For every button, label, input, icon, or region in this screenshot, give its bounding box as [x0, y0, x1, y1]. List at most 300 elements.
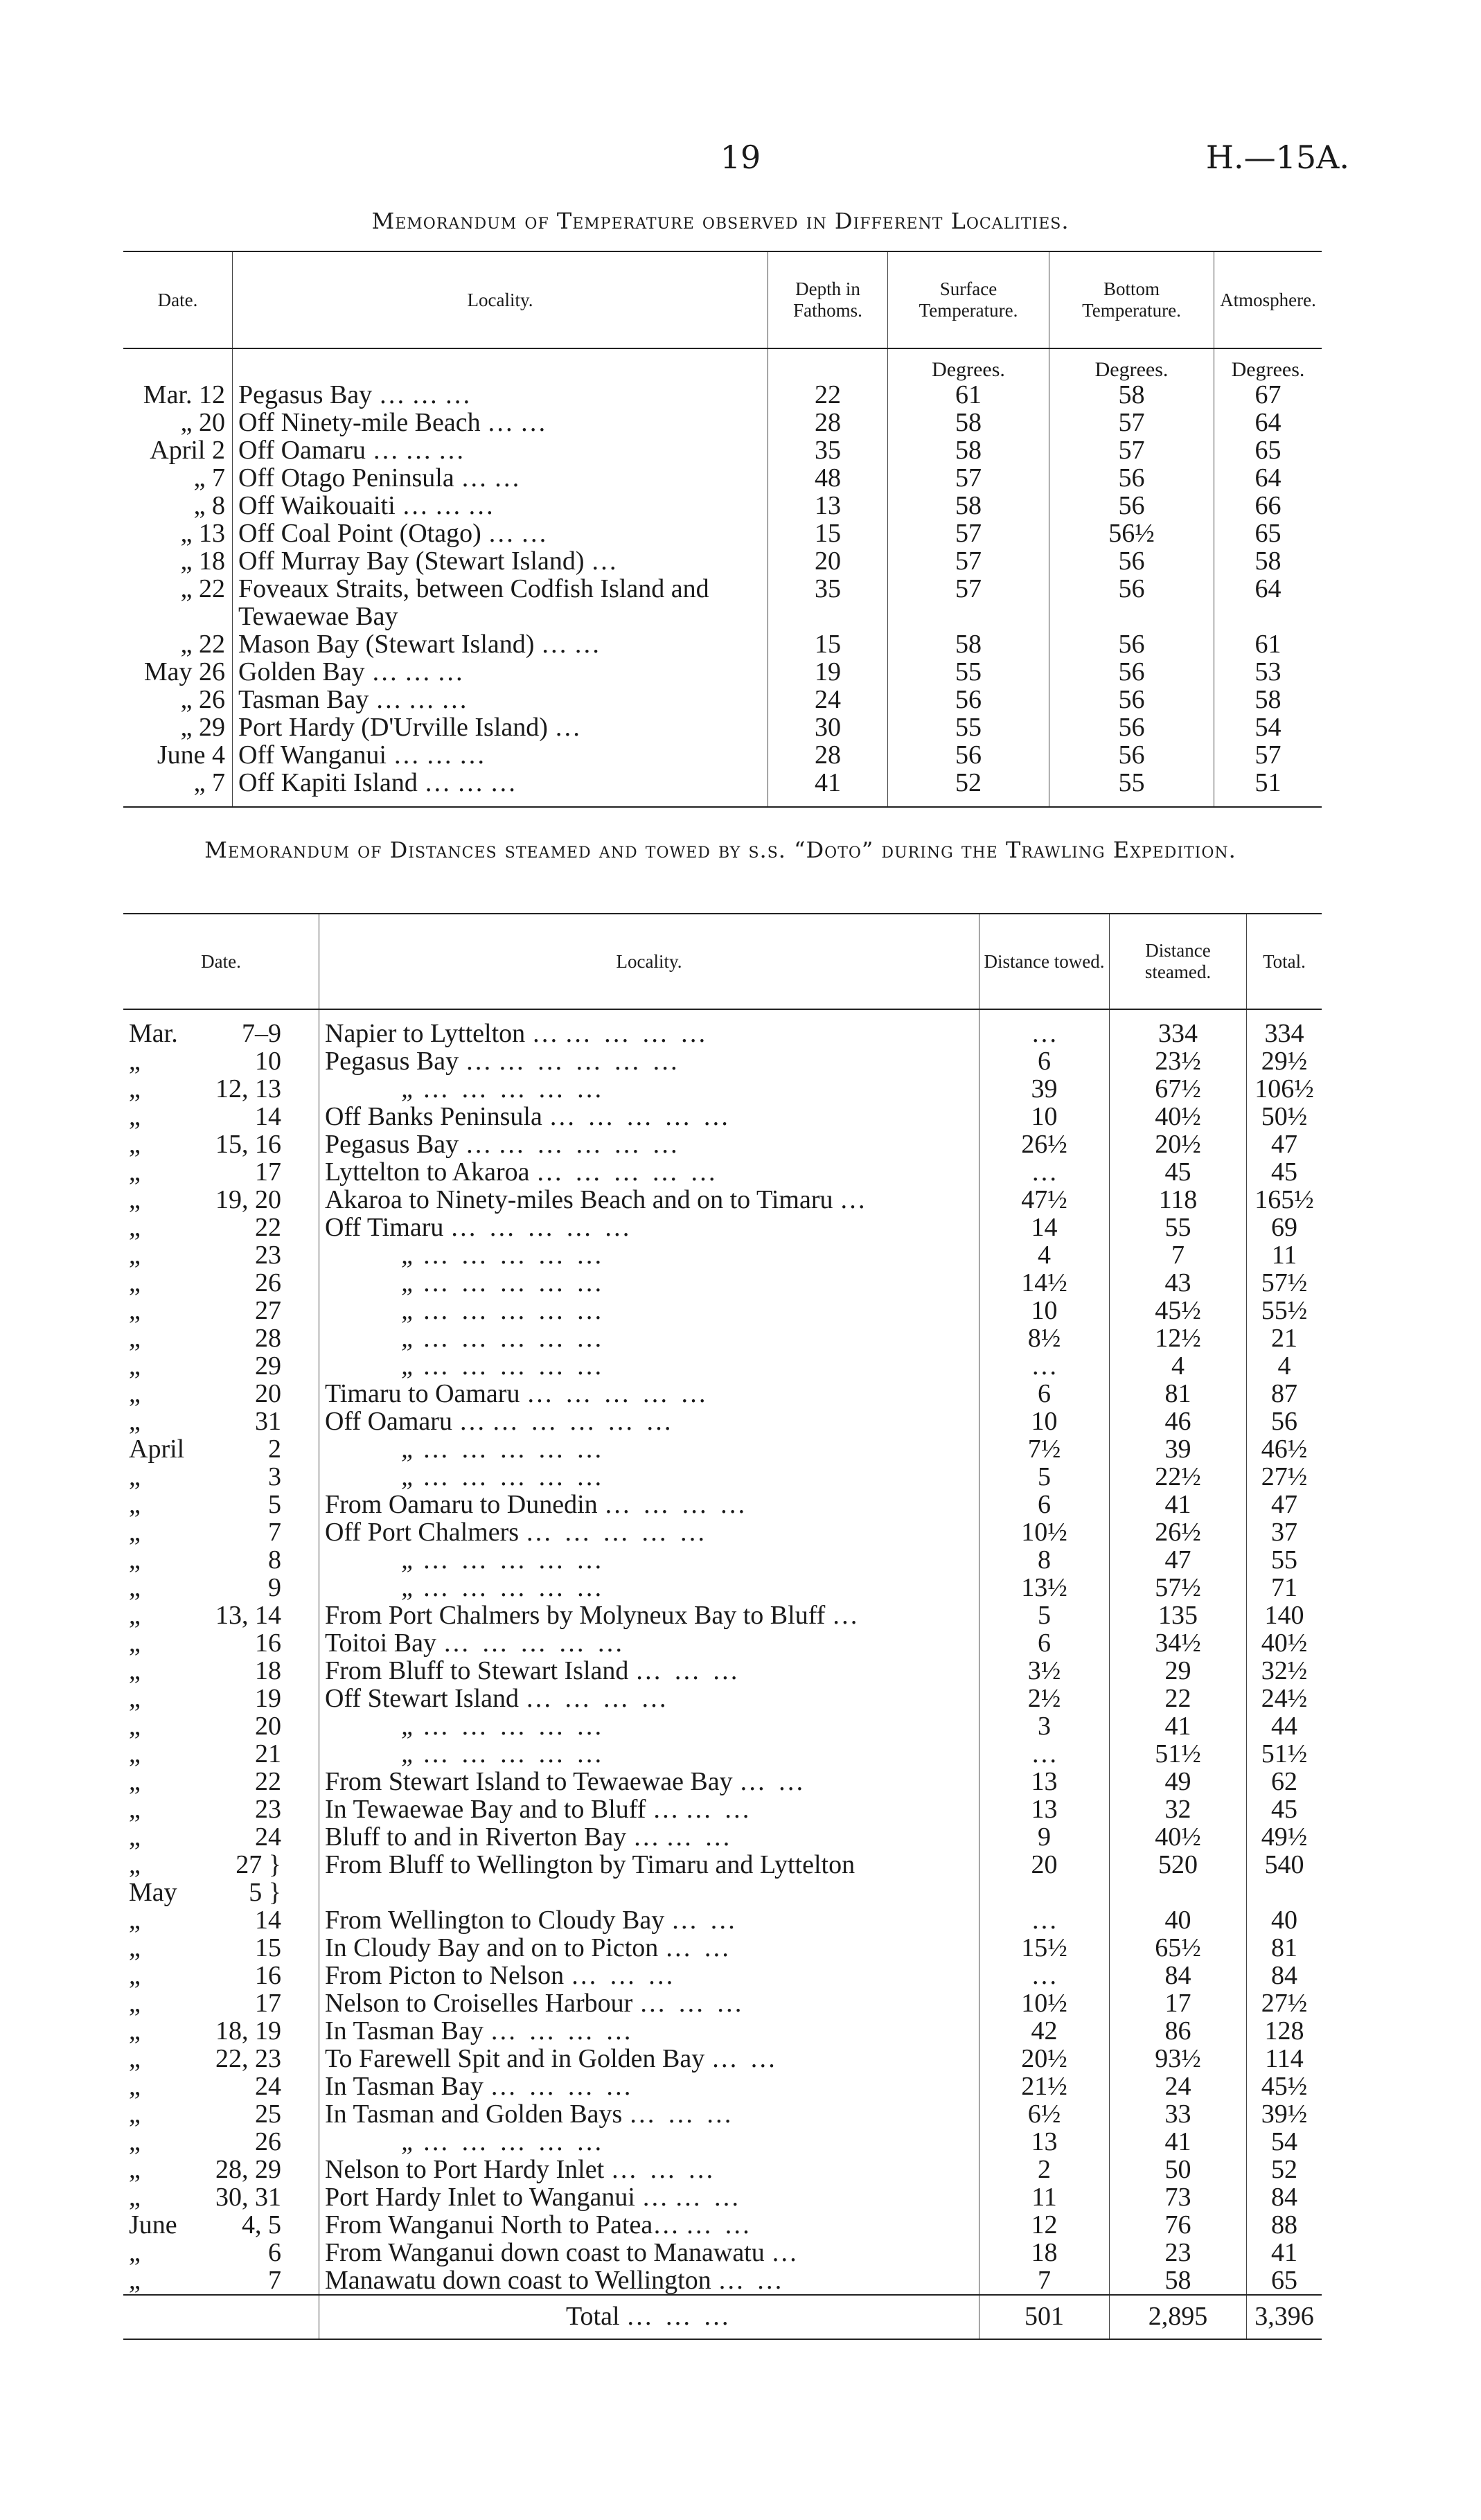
total-cell: 88 [1247, 2211, 1322, 2239]
total-cell: 65 [1247, 2266, 1322, 2295]
distance-steamed-cell: 22 [1110, 1685, 1247, 1712]
date-cell [123, 1435, 319, 1463]
atmosphere-cell: 66 [1214, 492, 1322, 520]
spacer-cell [1110, 1009, 1247, 1020]
depth-cell: 28 [768, 741, 888, 769]
distance-towed-cell: 20 [979, 1851, 1110, 1906]
date-cell: Mar. 12 [143, 380, 225, 409]
spacer-cell [979, 1009, 1110, 1020]
leader-dots: … … [711, 2044, 779, 2073]
date-day: 22 [255, 1213, 281, 1242]
date-cell [123, 1491, 319, 1518]
surface-temp-cell: 55 [888, 713, 1049, 741]
locality-text: Off Timaru [325, 1213, 444, 1242]
total-towed-cell: 501 [979, 2295, 1110, 2339]
total-cell: 50½ [1247, 1103, 1322, 1130]
date-month: „ [129, 2155, 141, 2184]
date-cell [123, 1989, 319, 2017]
spacer-row [123, 1009, 1322, 1020]
date-cell [123, 1851, 319, 1906]
distance-towed-cell: 14½ [979, 1269, 1110, 1297]
table-row [123, 2100, 1322, 2128]
leader-dots: … … … … … [443, 1629, 626, 1658]
total-cell: 140 [1247, 1601, 1322, 1629]
atmosphere-cell: 53 [1214, 658, 1322, 686]
date-cell [123, 1518, 319, 1546]
date-cell [123, 1297, 319, 1324]
distance-steamed-cell: 17 [1110, 1989, 1247, 2017]
leader-dots: … … … … … [526, 1379, 709, 1408]
date-cell [123, 2239, 319, 2266]
depth-cell: 28 [768, 409, 888, 436]
table-row [123, 2211, 1322, 2239]
unit-cell [123, 348, 233, 381]
distance-steamed-cell: 50 [1110, 2156, 1247, 2183]
atmosphere-cell: 61 [1214, 630, 1322, 658]
distance-steamed-cell: 45 [1110, 1158, 1247, 1186]
date-month: „ [129, 1130, 141, 1159]
depth-cell: 41 [768, 769, 888, 807]
table-row [123, 713, 1322, 741]
date-month: „ [129, 1213, 141, 1242]
total-cell: 39½ [1247, 2100, 1322, 2128]
distance-towed-cell: 5 [979, 1463, 1110, 1491]
locality-cell [319, 1851, 979, 1906]
table-row [123, 2128, 1322, 2156]
table-row [123, 1269, 1322, 1297]
locality-cell [319, 1047, 979, 1075]
locality-cell [319, 1740, 979, 1768]
locality-cell [319, 1186, 979, 1214]
col-bottom: Bottom Temperature. [1049, 251, 1214, 348]
col-depth: Depth in Fathoms. [768, 251, 888, 348]
locality-cell [319, 1130, 979, 1158]
total-cell: 540 [1247, 1851, 1322, 1906]
atmosphere-cell: 64 [1214, 575, 1322, 630]
date-day: 18 [255, 1656, 281, 1685]
locality-cell [319, 1020, 979, 1047]
date-month: „ [129, 1850, 141, 1879]
total-cell: 46½ [1247, 1435, 1322, 1463]
temperature-table-header [123, 251, 1322, 348]
bottom-temp-cell: 56 [1049, 686, 1214, 713]
surface-temp-cell: 58 [888, 492, 1049, 520]
date-day: 15 [255, 1933, 281, 1962]
date-day: 16 [255, 1629, 281, 1658]
atmosphere-cell: 57 [1214, 741, 1322, 769]
locality-cell [319, 2239, 979, 2266]
leader-dots: … … … … … [422, 1296, 605, 1325]
total-cell: 84 [1247, 2183, 1322, 2211]
date-cell: „ 20 [180, 408, 225, 437]
distance-towed-cell: 10 [979, 1103, 1110, 1130]
date-cell [123, 1103, 319, 1130]
locality-text: Pegasus Bay … [325, 1047, 492, 1076]
locality-text: Toitoi Bay [325, 1629, 436, 1658]
date-cell [123, 2045, 319, 2073]
table-row [123, 2266, 1322, 2295]
surface-temp-cell: 52 [888, 769, 1049, 807]
locality-cell: Off Murray Bay (Stewart Island) … [233, 547, 768, 575]
locality-cell [319, 1158, 979, 1186]
table-row [123, 2017, 1322, 2045]
distance-steamed-cell: 22½ [1110, 1463, 1247, 1491]
table-row [123, 1186, 1322, 1214]
date-cell [123, 1740, 319, 1768]
locality-cell [319, 1075, 979, 1103]
date-cell [123, 1574, 319, 1601]
total-cell: 40½ [1247, 1629, 1322, 1657]
total-cell: 21 [1247, 1324, 1322, 1352]
leader-dots: … … … … [565, 1019, 709, 1048]
date-day: 3 [268, 1462, 281, 1491]
locality-cell [319, 1324, 979, 1352]
table-row [123, 1463, 1322, 1491]
atmosphere-cell: 58 [1214, 547, 1322, 575]
distance-steamed-cell: 84 [1110, 1962, 1247, 1989]
depth-cell: 22 [768, 381, 888, 409]
table-row [123, 1241, 1322, 1269]
total-cell: 71 [1247, 1574, 1322, 1601]
total-cell: 45 [1247, 1795, 1322, 1823]
total-cell: 11 [1247, 1241, 1322, 1269]
locality-cell [319, 1463, 979, 1491]
depth-cell: 24 [768, 686, 888, 713]
col-date: Date. [123, 914, 319, 1009]
distance-towed-cell: … [979, 1352, 1110, 1380]
bottom-temp-cell: 56 [1049, 547, 1214, 575]
surface-temp-cell: 56 [888, 686, 1049, 713]
date-month: „ [129, 1573, 141, 1602]
table-row [123, 1629, 1322, 1657]
date-day: 5 } [249, 1878, 281, 1907]
locality-text: Off Port Chalmers [325, 1518, 520, 1547]
table-row [123, 1103, 1322, 1130]
distance-steamed-cell: 7 [1110, 1241, 1247, 1269]
distances-table-title: Memorandum of Distances steamed and towed by s.s. “Doto” during the Trawling Expedition. [204, 837, 1236, 863]
date-cell [123, 1601, 319, 1629]
date-day: 23 [255, 1795, 281, 1824]
locality-cell [319, 1352, 979, 1380]
total-cell: 114 [1247, 2045, 1322, 2073]
date-cell [123, 1158, 319, 1186]
leader-dots: … … … … [525, 1684, 671, 1713]
date-month: „ [129, 2238, 141, 2267]
locality-cell [319, 1546, 979, 1574]
locality-text: Off Oamaru … [325, 1407, 486, 1436]
total-cell: 32½ [1247, 1657, 1322, 1685]
date-month: „ [129, 1767, 141, 1796]
leader-dots: … [771, 2238, 801, 2267]
distance-steamed-cell: 4 [1110, 1352, 1247, 1380]
date-cell [123, 1962, 319, 1989]
date-day: 30, 31 [215, 2183, 281, 2212]
date-cell: „ 7 [123, 769, 233, 807]
date-cell [123, 1075, 319, 1103]
bottom-temp-cell: 57 [1049, 436, 1214, 464]
date-cell [123, 1130, 319, 1158]
locality-cell: Tasman Bay … … … [233, 686, 768, 713]
distances-table-body [123, 1009, 1322, 2339]
distance-steamed-cell: 55 [1110, 1214, 1247, 1241]
date-cell [123, 1934, 319, 1962]
total-cell: 29½ [1247, 1047, 1322, 1075]
distance-steamed-cell: 47 [1110, 1546, 1247, 1574]
total-cell: 81 [1247, 1934, 1322, 1962]
date-day: 24 [255, 2072, 281, 2101]
distance-steamed-cell: 41 [1110, 1491, 1247, 1518]
total-cell: 54 [1247, 2128, 1322, 2156]
date-day: 27 } [236, 1850, 281, 1879]
table-row [123, 1297, 1322, 1324]
distance-towed-cell: 10½ [979, 1518, 1110, 1546]
locality-cell: Foveaux Straits, between Codfish Island and Tewaewae Bay [233, 575, 768, 630]
locality-text: Napier to Lyttelton … [325, 1019, 558, 1048]
date-month: „ [129, 1656, 141, 1685]
date-cell [123, 1408, 319, 1435]
spacer-cell [123, 1009, 319, 1020]
distance-towed-cell: … [979, 1158, 1110, 1186]
locality-text: From Bluff to Stewart Island [325, 1656, 629, 1685]
distance-towed-cell: … [979, 1740, 1110, 1768]
locality-text: From Wanganui North to Patea… [325, 2210, 680, 2239]
locality-cell: Pegasus Bay … … … [233, 381, 768, 409]
table-row [123, 1851, 1322, 1906]
date-day: 7–9 [242, 1019, 281, 1048]
leader-dots: … … … … … [422, 1268, 605, 1297]
date-month: May [129, 1878, 177, 1907]
total-cell: 49½ [1247, 1823, 1322, 1851]
table-row [123, 520, 1322, 547]
date-day: 15, 16 [215, 1130, 281, 1159]
distance-steamed-cell: 41 [1110, 2128, 1247, 2156]
leader-dots: … … … [570, 1961, 677, 1990]
table-row [123, 769, 1322, 807]
date-cell [123, 2017, 319, 2045]
ditto-mark: „ [401, 2127, 416, 2156]
bottom-temp-cell: 56 [1049, 741, 1214, 769]
locality-text: To Farewell Spit and in Golden Bay [325, 2044, 705, 2073]
date-month: „ [129, 1102, 141, 1131]
locality-cell [319, 1934, 979, 1962]
locality-cell [319, 1103, 979, 1130]
date-day: 14 [255, 1102, 281, 1131]
total-cell: 55 [1247, 1546, 1322, 1574]
distances-table-header [123, 914, 1322, 1009]
total-cell: 55½ [1247, 1297, 1322, 1324]
locality-cell [319, 2017, 979, 2045]
locality-text: In Cloudy Bay and on to Picton [325, 1933, 659, 1962]
surface-temp-cell: 57 [888, 464, 1049, 492]
depth-cell: 30 [768, 713, 888, 741]
date-day: 6 [268, 2238, 281, 2267]
table-row [123, 1408, 1322, 1435]
leader-dots: … … [674, 2183, 743, 2212]
date-cell: April 2 [150, 436, 225, 465]
distance-steamed-cell: 29 [1110, 1657, 1247, 1685]
locality-text: In Tasman and Golden Bays [325, 2100, 623, 2129]
date-day: 20 [255, 1379, 281, 1408]
table-row [123, 381, 1322, 409]
total-cell: 56 [1247, 1408, 1322, 1435]
bottom-temp-cell: 56 [1049, 492, 1214, 520]
leader-dots: … … … … … [450, 1213, 633, 1242]
date-cell [123, 2211, 319, 2239]
date-month: „ [129, 1601, 141, 1630]
table-row [123, 547, 1322, 575]
date-day: 28 [255, 1324, 281, 1353]
distance-steamed-cell: 334 [1110, 1020, 1247, 1047]
table-row [123, 1934, 1322, 1962]
date-cell [123, 2100, 319, 2128]
distance-towed-cell: 2 [979, 2156, 1110, 2183]
total-cell: 45½ [1247, 2073, 1322, 2100]
locality-cell [319, 2045, 979, 2073]
distance-towed-cell: 8 [979, 1546, 1110, 1574]
locality-cell [319, 1657, 979, 1685]
atmosphere-cell: 54 [1214, 713, 1322, 741]
distance-steamed-cell: 93½ [1110, 2045, 1247, 2073]
col-distance-steamed: Distance steamed. [1110, 914, 1247, 1009]
total-cell: 47 [1247, 1491, 1322, 1518]
col-date: Date. [123, 251, 233, 348]
col-locality: Locality. [319, 914, 979, 1009]
locality-text: Timaru to Oamaru [325, 1379, 520, 1408]
locality-cell [319, 2100, 979, 2128]
leader-dots: … … … … … [422, 1573, 605, 1602]
depth-cell: 48 [768, 464, 888, 492]
locality-cell [319, 1241, 979, 1269]
distance-steamed-cell: 81 [1110, 1380, 1247, 1408]
date-cell [123, 2266, 319, 2295]
leader-dots: … … … … … [491, 1407, 675, 1436]
table-row [123, 2045, 1322, 2073]
locality-text: Nelson to Port Hardy Inlet [325, 2155, 605, 2184]
locality-cell [319, 2156, 979, 2183]
leader-dots: … … [685, 1795, 753, 1824]
distance-steamed-cell: 40½ [1110, 1823, 1247, 1851]
bottom-temp-cell: 56 [1049, 713, 1214, 741]
leader-dots: … … … … [490, 2016, 635, 2046]
distance-steamed-cell: 520 [1110, 1851, 1247, 1906]
date-month: „ [129, 1379, 141, 1408]
leader-dots: … … [664, 1933, 733, 1962]
total-cell: 57½ [1247, 1269, 1322, 1297]
locality-cell [319, 1518, 979, 1546]
total-label: Total [565, 2302, 620, 2331]
distance-towed-cell: 21½ [979, 2073, 1110, 2100]
locality-cell: Off Otago Peninsula … … [233, 464, 768, 492]
locality-cell [319, 2073, 979, 2100]
col-distance-towed: Distance towed. [979, 914, 1110, 1009]
locality-cell [319, 1491, 979, 1518]
leader-dots: … … … … … [422, 1435, 605, 1464]
distance-towed-cell: 5 [979, 1601, 1110, 1629]
table-row [123, 630, 1322, 658]
leader-dots: … … … [635, 1656, 741, 1685]
date-day: 7 [268, 1518, 281, 1547]
date-month: „ [129, 2072, 141, 2101]
date-cell: „ 8 [193, 491, 225, 520]
ditto-mark: „ [401, 1712, 416, 1741]
total-cell: 52 [1247, 2156, 1322, 2183]
unit-cell: Degrees. [1049, 348, 1214, 381]
leader-dots: … … … … … [498, 1130, 682, 1159]
date-day: 17 [255, 1157, 281, 1187]
table-row [123, 1962, 1322, 1989]
distance-towed-cell: 13 [979, 1768, 1110, 1795]
table-row [123, 1130, 1322, 1158]
distance-towed-cell: 6 [979, 1380, 1110, 1408]
table-row [123, 1768, 1322, 1795]
locality-text: From Picton to Nelson [325, 1961, 565, 1990]
locality-cell [319, 1214, 979, 1241]
locality-cell [319, 1435, 979, 1463]
locality-cell [319, 2211, 979, 2239]
date-month: „ [129, 1545, 141, 1574]
distance-steamed-cell: 43 [1110, 1269, 1247, 1297]
date-month: „ [129, 1407, 141, 1436]
table-row [123, 1989, 1322, 2017]
locality-cell: Off Oamaru … … … [233, 436, 768, 464]
depth-cell: 15 [768, 630, 888, 658]
total-cell: 37 [1247, 1518, 1322, 1546]
ditto-mark: „ [401, 1351, 416, 1381]
date-day: 14 [255, 1906, 281, 1935]
total-cell: 87 [1247, 1380, 1322, 1408]
locality-text: From Bluff to Wellington by Timaru and Lyttelton [325, 1850, 855, 1879]
table-row [123, 1740, 1322, 1768]
depth-cell: 35 [768, 575, 888, 630]
distance-steamed-cell: 49 [1110, 1768, 1247, 1795]
date-day: 24 [255, 1822, 281, 1852]
date-day: 10 [255, 1047, 281, 1076]
date-month: „ [129, 1518, 141, 1547]
distance-towed-cell: 26½ [979, 1130, 1110, 1158]
table-row [123, 2183, 1322, 2211]
ditto-mark: „ [401, 1462, 416, 1491]
distance-towed-cell: 18 [979, 2239, 1110, 2266]
ditto-mark: „ [401, 1074, 416, 1103]
distance-towed-cell: 14 [979, 1214, 1110, 1241]
document-reference: H.—15A. [1205, 139, 1349, 176]
table-row [123, 1435, 1322, 1463]
distance-steamed-cell: 39 [1110, 1435, 1247, 1463]
date-month: „ [129, 2100, 141, 2129]
surface-temp-cell: 58 [888, 630, 1049, 658]
date-month: „ [129, 1157, 141, 1187]
bottom-temp-cell: 56 [1049, 464, 1214, 492]
distance-steamed-cell: 23½ [1110, 1047, 1247, 1075]
total-cell: 4 [1247, 1352, 1322, 1380]
distance-towed-cell: 2½ [979, 1685, 1110, 1712]
total-cell: 128 [1247, 2017, 1322, 2045]
ditto-mark: „ [401, 1324, 416, 1353]
table-row [123, 1020, 1322, 1047]
ditto-mark: „ [401, 1545, 416, 1574]
temperature-table [123, 251, 1322, 808]
distance-towed-cell: 39 [979, 1075, 1110, 1103]
date-day: 22, 23 [215, 2044, 281, 2073]
distance-steamed-cell: 51½ [1110, 1740, 1247, 1768]
bottom-temp-cell: 56 [1049, 658, 1214, 686]
leader-dots: … … … … … [422, 1739, 605, 1768]
leader-dots: … … … [628, 2100, 735, 2129]
locality-cell: Golden Bay … … … [233, 658, 768, 686]
date-day: 18, 19 [215, 2016, 281, 2046]
date-day: 29 [255, 1351, 281, 1381]
leader-dots: … … … … … [536, 1157, 720, 1187]
